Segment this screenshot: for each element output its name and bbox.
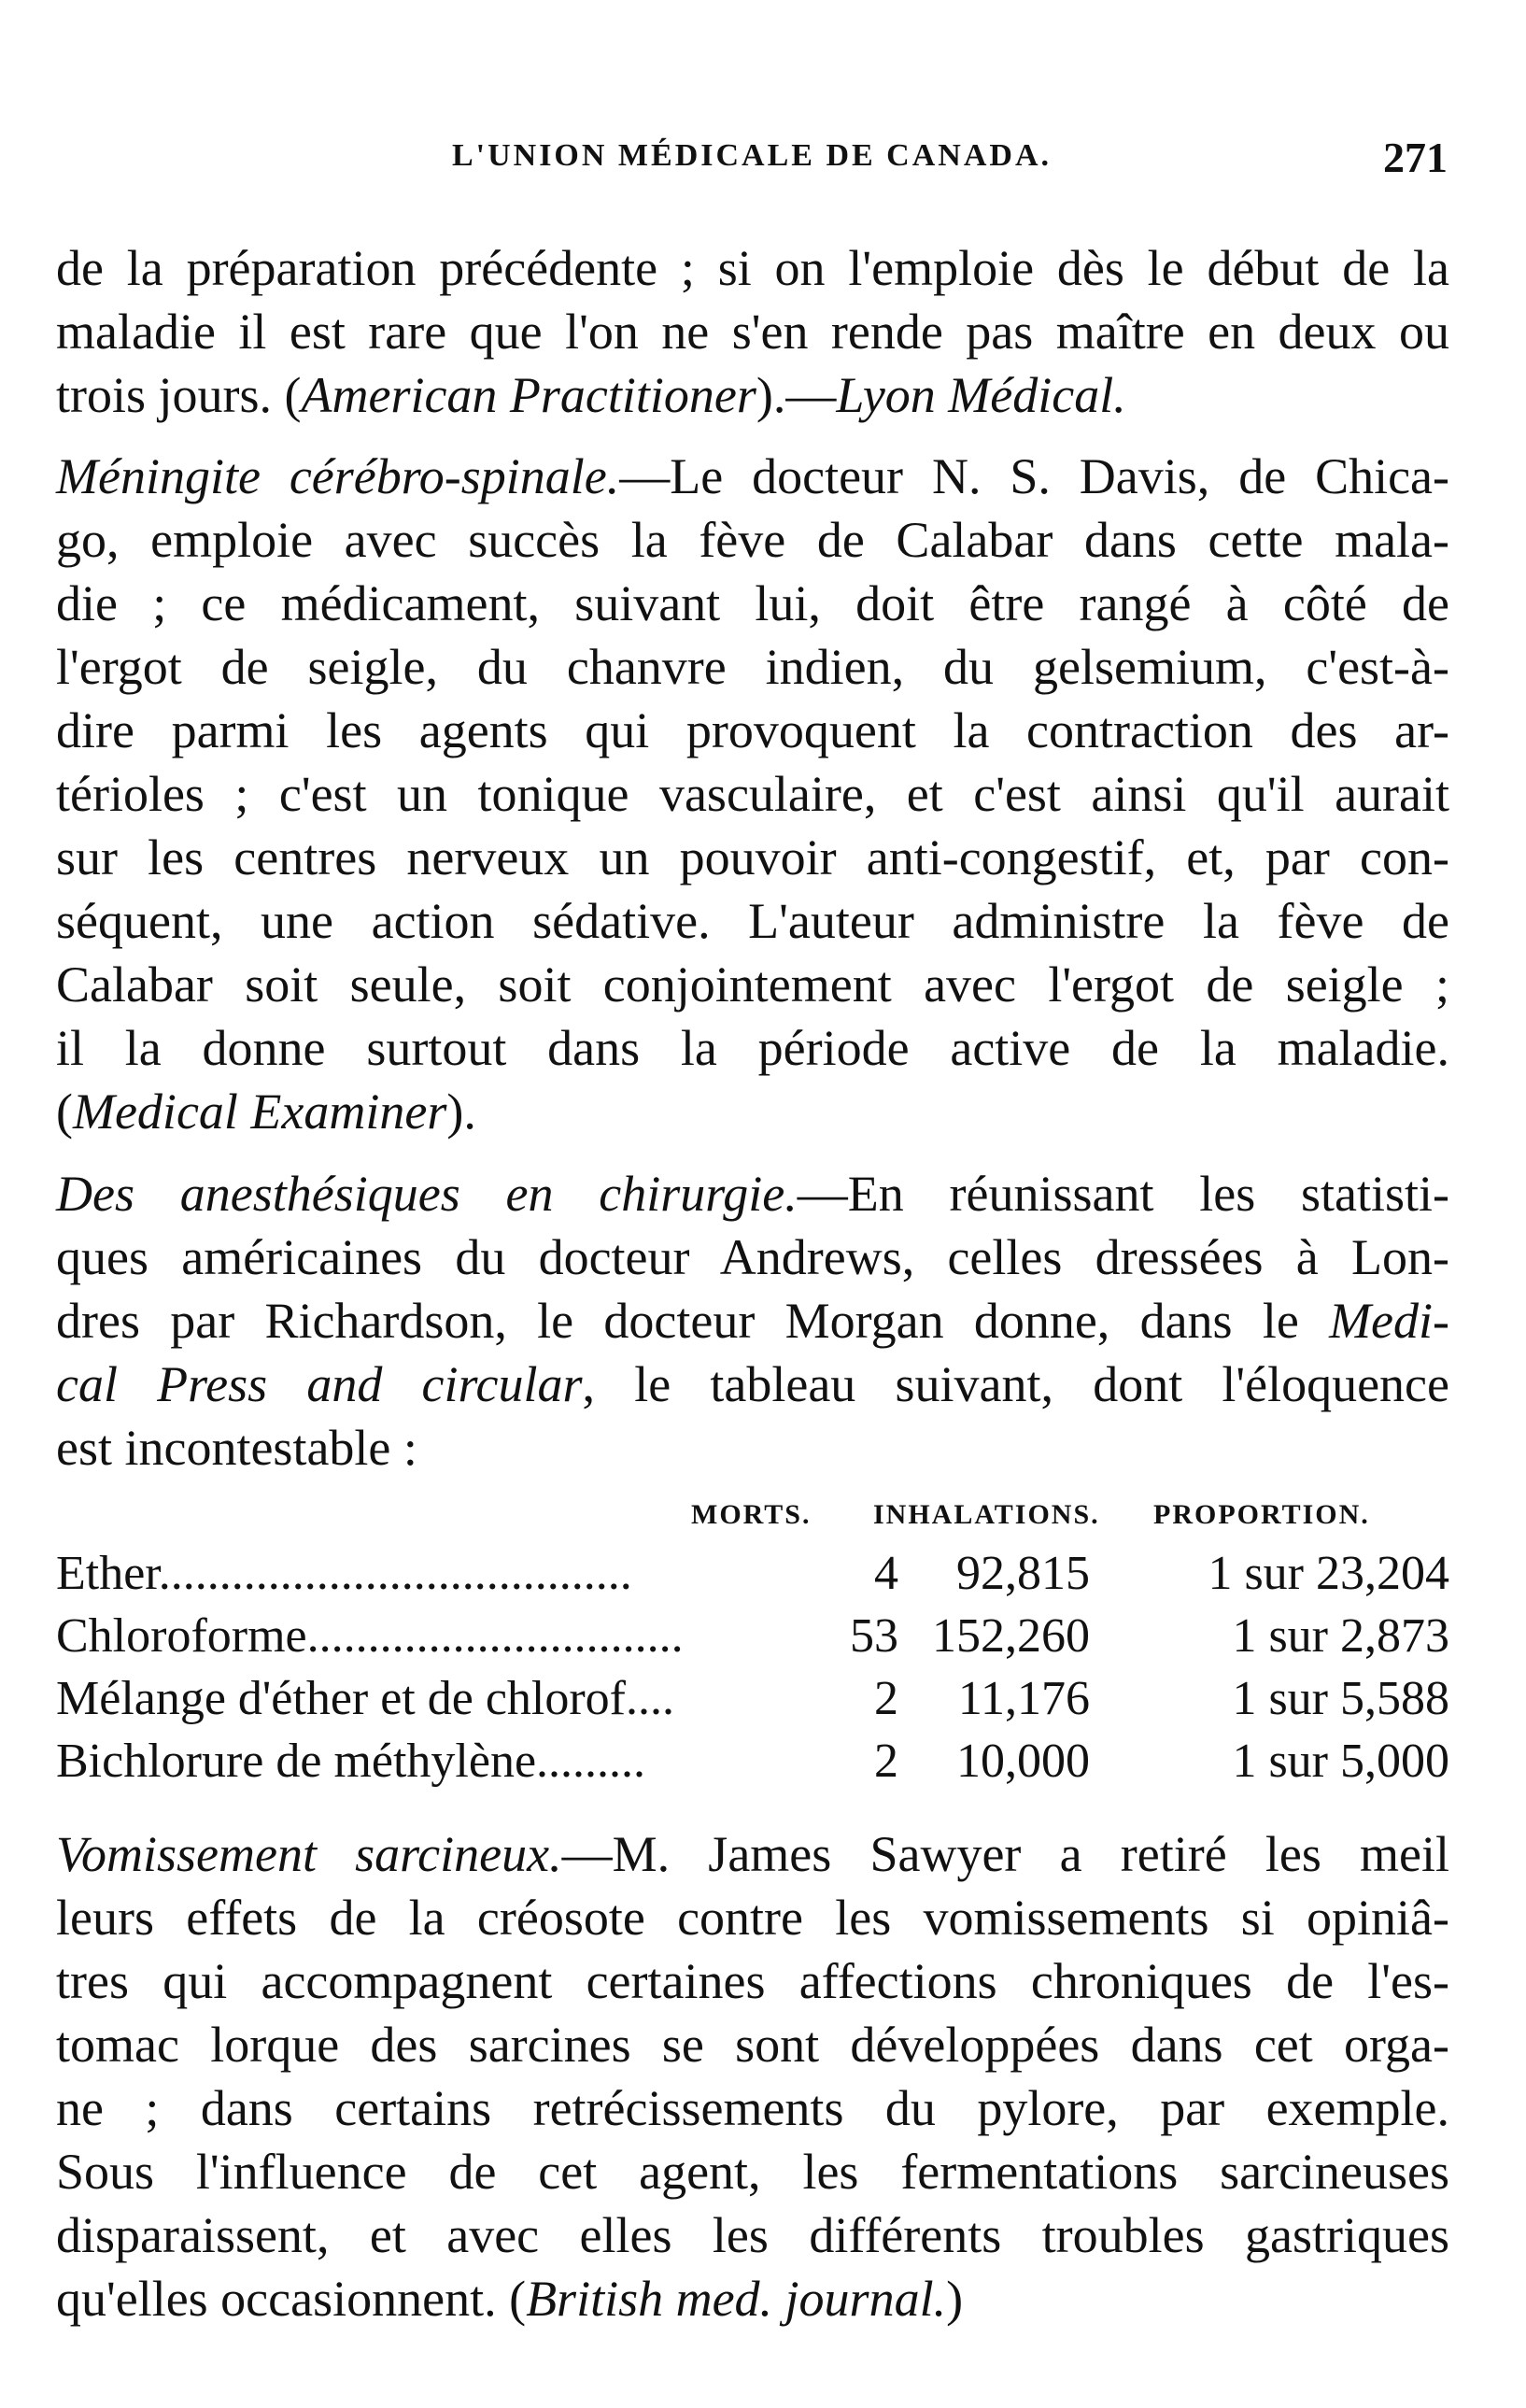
text-fragment: qu'elles occasionnent. (: [56, 2271, 527, 2327]
section-title: Vomissement sarcineux.: [56, 1826, 562, 1882]
text-fragment: —M. James Sawyer a retiré les meil: [561, 1826, 1449, 1882]
text-line: de la préparation précédente ; si on l'emploie dès le début de la: [56, 240, 1449, 296]
cell-proportion: 1 sur 5,000: [1232, 1735, 1449, 1788]
column-header-proportion: PROPORTION.: [1153, 1499, 1370, 1530]
section-title: Méningite cérébro-spinale.: [56, 448, 620, 504]
text-fragment: (: [56, 1084, 73, 1140]
text-fragment: dres par Richardson, le docteur Morgan donne, dans le: [56, 1293, 1330, 1349]
text-line: [56, 1079, 1449, 1144]
text-line: [56, 362, 1449, 428]
text-fragment: ).—: [756, 367, 837, 423]
cell-inhalations: 92,815: [956, 1547, 1090, 1600]
table-row: [56, 1608, 1449, 1672]
text-line: l'ergot de seigle, du chanvre indien, du gelsemium, c'est-à-: [56, 639, 1449, 695]
text-line: Calabar soit seule, soit conjointement avec l'ergot de seigle ;: [56, 956, 1449, 1013]
cell-morts: 2: [874, 1672, 898, 1725]
text-line: [56, 1161, 1449, 1226]
text-line: maladie il est rare que l'on ne s'en rende pas maître en deux ou: [56, 304, 1449, 360]
text-line: leurs effets de la créosote contre les vomissements si opiniâ-: [56, 1890, 1449, 1946]
text-line: [56, 2266, 1449, 2331]
row-label: Bichlorure de méthylène.........: [56, 1735, 646, 1788]
source-citation: British med. journal.: [526, 2271, 947, 2327]
cell-morts: 4: [874, 1547, 898, 1600]
text-line: [56, 444, 1449, 509]
column-header-inhalations: INHALATIONS.: [873, 1499, 1100, 1530]
text-line: il la donne surtout dans la période active de la maladie.: [56, 1020, 1449, 1076]
text-line: dire parmi les agents qui provoquent la contraction des ar-: [56, 702, 1449, 758]
cell-inhalations: 11,176: [957, 1672, 1090, 1725]
text-fragment: —Le docteur N. S. Davis, de Chica-: [619, 448, 1450, 504]
text-line: séquent, une action sédative. L'auteur administre la fève de: [56, 893, 1449, 949]
cell-inhalations: 152,260: [932, 1609, 1090, 1663]
cell-proportion: 1 sur 5,588: [1232, 1672, 1449, 1725]
text-line: ne ; dans certains retrécissements du pylore, par exemple.: [56, 2080, 1449, 2136]
text-line: térioles ; c'est un tonique vasculaire, et c'est ainsi qu'il aurait: [56, 766, 1449, 822]
text-line: Sous l'influence de cet agent, les fermentations sarcineuses: [56, 2144, 1449, 2200]
source-citation: cal Press and circular: [56, 1356, 583, 1412]
table-row: [56, 1546, 1449, 1609]
source-citation: Medical Examiner: [72, 1084, 447, 1140]
text-line: disparaissent, et avec elles les différents troubles gastriques: [56, 2207, 1449, 2263]
cell-proportion: 1 sur 23,204: [1208, 1547, 1449, 1600]
text-fragment: —En réunissant les statisti-: [797, 1166, 1449, 1222]
text-line: go, emploie avec succès la fève de Calabar dans cette mala-: [56, 512, 1449, 568]
text-fragment: ): [946, 2271, 964, 2327]
running-title: L'UNION MÉDICALE DE CANADA.: [451, 138, 1053, 173]
text-line: [56, 1352, 1449, 1417]
text-line: sur les centres nerveux un pouvoir anti-congestif, et, par con-: [56, 829, 1449, 885]
text-line: ques américaines du docteur Andrews, celles dressées à Lon-: [56, 1229, 1449, 1285]
text-fragment: trois jours. (: [56, 367, 302, 423]
cell-morts: 53: [850, 1609, 898, 1663]
text-line: die ; ce médicament, suivant lui, doit être rangé à côté de: [56, 575, 1449, 631]
cell-proportion: 1 sur 2,873: [1232, 1609, 1449, 1663]
text-line: [56, 1288, 1449, 1353]
table-row: [56, 1734, 1449, 1797]
text-line: [56, 1821, 1449, 1887]
row-label: Chloroforme...............................: [56, 1609, 684, 1663]
cell-inhalations: 10,000: [956, 1735, 1090, 1788]
section-title: Des anesthésiques en chirurgie.: [56, 1166, 798, 1222]
table-row: [56, 1671, 1449, 1735]
row-label: Mélange d'éther et de chlorof....: [56, 1672, 674, 1725]
page-number: 271: [1383, 134, 1448, 181]
journal-citation: Lyon Médical.: [836, 367, 1126, 423]
source-citation: American Practitioner: [301, 367, 756, 423]
row-label: Ether.......................................: [56, 1547, 632, 1600]
source-citation: Medi-: [1329, 1293, 1449, 1349]
cell-morts: 2: [874, 1735, 898, 1788]
page-header: [56, 134, 1448, 194]
text-line: tomac lorque des sarcines se sont développées dans cet orga-: [56, 2017, 1449, 2073]
text-line: tres qui accompagnent certaines affections chroniques de l'es-: [56, 1953, 1449, 2009]
column-header-morts: MORTS.: [691, 1499, 812, 1530]
text-fragment: ).: [446, 1084, 476, 1140]
text-line: est incontestable :: [56, 1420, 417, 1476]
text-fragment: , le tableau suivant, dont l'éloquence: [582, 1356, 1449, 1412]
